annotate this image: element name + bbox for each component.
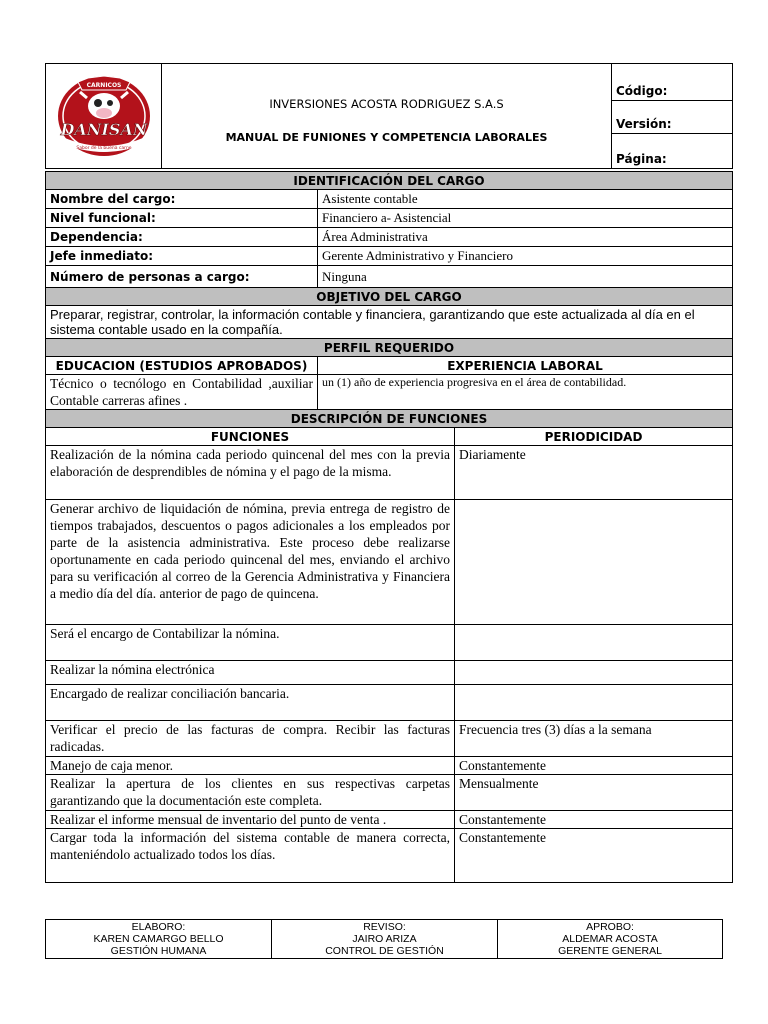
signature-elaboro (46, 920, 272, 959)
funcion-cell: Realizar la apertura de los clientes en sus respectivas carpetas garantizando que la documentación este completa. (46, 775, 455, 811)
signature-label: REVISO: (363, 921, 406, 933)
funcion-cell: Cargar toda la información del sistema contable de manera correcta, manteniéndolo actualizado todos los días. (46, 829, 455, 883)
logo-top-text: CARNICOS (86, 81, 121, 89)
header-title-cell (162, 64, 612, 169)
section-identificacion: IDENTIFICACIÓN DEL CARGO (46, 172, 733, 190)
table-row (46, 775, 733, 811)
pagina-label: Página: (612, 134, 733, 169)
periodicidad-cell (455, 500, 733, 625)
field-label: Número de personas a cargo: (46, 266, 318, 288)
version-label: Versión: (612, 101, 733, 134)
periodicidad-cell (455, 661, 733, 685)
periodicidad-cell: Frecuencia tres (3) días a la semana (455, 721, 733, 757)
table-row (46, 209, 733, 228)
periodicidad-cell: Constantemente (455, 829, 733, 883)
education-header: EDUCACION (ESTUDIOS APROBADOS) (46, 357, 318, 375)
education-text: Técnico o tecnólogo en Contabilidad ,auxiliar Contable carreras afines . (46, 375, 318, 410)
funcion-cell: Verificar el precio de las facturas de compra. Recibir las facturas radicadas. (46, 721, 455, 757)
cow-icon (54, 68, 154, 160)
experience-text: un (1) año de experiencia progresiva en el área de contabilidad. (318, 375, 733, 410)
periodicidad-cell (455, 625, 733, 661)
funcion-cell: Generar archivo de liquidación de nómina, previa entrega de registro de tiempos trabajados, descuentos o pagos adicionales a los empleados por parte de la asistencia administrativa. Este proceso debe realizarse oportunamente en cada periodo quincenal del mes, enviando el archivo para su verificación al correo de la Gerencia Administrativa y Financiera a medio día del día. anterior de pago de quincena. (46, 500, 455, 625)
funcion-cell: Realizar el informe mensual de inventario del punto de venta . (46, 811, 455, 829)
table-row (46, 266, 733, 288)
funcion-cell: Realizar la nómina electrónica (46, 661, 455, 685)
field-value: Ninguna (318, 266, 733, 288)
logo-bottom-text: Sabor de la buena carne (75, 145, 132, 151)
signature-table (45, 919, 723, 959)
table-row (46, 721, 733, 757)
field-value: Gerente Administrativo y Financiero (318, 247, 733, 266)
signature-name: JAIRO ARIZA (352, 933, 417, 945)
objetivo-text: Preparar, registrar, controlar, la información contable y financiera, garantizando que este actualizada al día en el sistema contable usado en la compañía. (46, 306, 733, 339)
funcion-cell: Manejo de caja menor. (46, 757, 455, 775)
logo-brand-text: DANISAN (60, 119, 147, 139)
table-row (46, 661, 733, 685)
company-logo (46, 64, 162, 169)
field-value: Asistente contable (318, 190, 733, 209)
section-funciones: DESCRIPCIÓN DE FUNCIONES (46, 410, 733, 428)
signature-name: KAREN CAMARGO BELLO (93, 933, 224, 945)
funcion-cell: Será el encargo de Contabilizar la nómina. (46, 625, 455, 661)
funcion-cell: Encargado de realizar conciliación bancaria. (46, 685, 455, 721)
periodicidad-cell: Constantemente (455, 757, 733, 775)
field-label: Dependencia: (46, 228, 318, 247)
table-row (46, 500, 733, 625)
funcion-cell: Realización de la nómina cada periodo quincenal del mes con la previa elaboración de desprendibles de nómina y el pago de la misma. (46, 446, 455, 500)
table-row (46, 685, 733, 721)
table-row (46, 247, 733, 266)
section-perfil: PERFIL REQUERIDO (46, 339, 733, 357)
experience-header: EXPERIENCIA LABORAL (318, 357, 733, 375)
periodicidad-cell: Diariamente (455, 446, 733, 500)
codigo-label: Código: (612, 64, 733, 101)
signature-role: GESTIÓN HUMANA (110, 945, 207, 957)
signature-aprobo (498, 920, 723, 959)
periodicidad-cell (455, 685, 733, 721)
funciones-header: FUNCIONES (46, 428, 455, 446)
field-value: Área Administrativa (318, 228, 733, 247)
table-row (46, 625, 733, 661)
field-label: Jefe inmediato: (46, 247, 318, 266)
table-row (46, 228, 733, 247)
periodicidad-cell: Mensualmente (455, 775, 733, 811)
field-label: Nombre del cargo: (46, 190, 318, 209)
field-value: Financiero a- Asistencial (318, 209, 733, 228)
table-row (46, 811, 733, 829)
signature-label: APROBO: (586, 921, 634, 933)
field-label: Nivel funcional: (46, 209, 318, 228)
section-objetivo: OBJETIVO DEL CARGO (46, 288, 733, 306)
job-description-table (45, 171, 733, 883)
table-row (46, 757, 733, 775)
document-title: MANUAL DE FUNIONES Y COMPETENCIA LABORALES (225, 130, 548, 144)
signature-reviso (272, 920, 498, 959)
signature-role: CONTROL DE GESTIÓN (325, 945, 444, 957)
table-row (46, 829, 733, 883)
table-row (46, 190, 733, 209)
signature-role: GERENTE GENERAL (558, 945, 662, 957)
table-row (46, 446, 733, 500)
signature-label: ELABORO: (131, 921, 186, 933)
periodicidad-cell: Constantemente (455, 811, 733, 829)
company-name: INVERSIONES ACOSTA RODRIGUEZ S.A.S (269, 96, 504, 111)
signature-name: ALDEMAR ACOSTA (562, 933, 658, 945)
document-header (45, 63, 733, 169)
periodicidad-header: PERIODICIDAD (455, 428, 733, 446)
